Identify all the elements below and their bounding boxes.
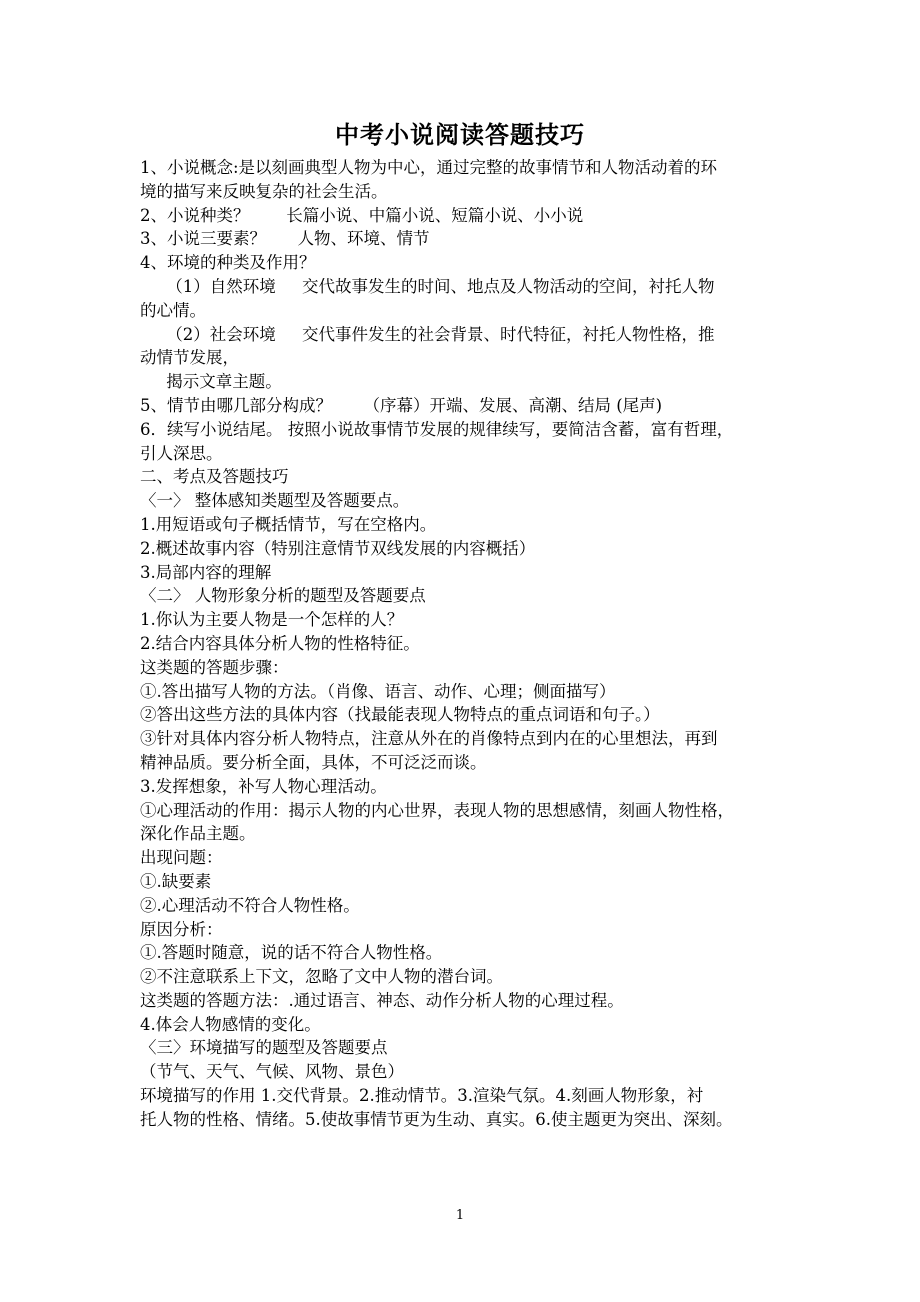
text-line: 深化作品主题。: [140, 824, 256, 844]
text-line: ①心理活动的作用：揭示人物的内心世界，表现人物的思想感情，刻画人物性格，: [140, 800, 734, 820]
subsection-heading: 〈三〉环境描写的题型及答题要点: [140, 1038, 388, 1058]
text-line: ②.心理活动不符合人物性格。: [140, 895, 360, 915]
text-line: （2）社会环境 交代事件发生的社会背景、时代特征，衬托人物性格，推: [140, 324, 715, 344]
text-line: 3、小说三要素？ 人物、环境、情节: [140, 229, 430, 249]
text-line: 2、小说种类？ 长篇小说、中篇小说、短篇小说、小小说: [140, 205, 584, 225]
text-line: 3.局部内容的理解: [140, 562, 272, 582]
text-line: 的心情。: [140, 300, 206, 320]
text-line: 2.概述故事内容（特别注意情节双线发展的内容概括）: [140, 538, 536, 558]
text-line: 动情节发展，: [140, 348, 239, 368]
text-line: ①.缺要素: [140, 871, 212, 891]
document-title: 中考小说阅读答题技巧: [335, 120, 585, 149]
subsection-heading: 〈一〉 整体感知类题型及答题要点。: [140, 491, 410, 511]
text-line: ①.答题时随意，说的话不符合人物性格。: [140, 943, 443, 963]
text-line: 揭示文章主题。: [140, 372, 282, 392]
page-number: 1: [455, 1208, 465, 1223]
text-line: 1、小说概念:是以刻画典型人物为中心，通过完整的故事情节和人物活动着的环: [140, 158, 718, 177]
text-line: ①.答出描写人物的方法。（肖像、语言、动作、心理；侧面描写）: [140, 681, 616, 701]
text-line: 4.体会人物感情的变化。: [140, 1014, 321, 1034]
document-body: [140, 156, 785, 1132]
text-line: 这类题的答题步骤：: [140, 657, 289, 677]
text-line: 原因分析：: [140, 919, 223, 939]
text-line: 6．续写小说结尾。 按照小说故事情节发展的规律续写，要简洁含蓄，富有哲理，: [140, 419, 734, 439]
section-heading: 二、考点及答题技巧: [140, 467, 289, 487]
subsection-heading: 〈二〉 人物形象分析的题型及答题要点: [140, 586, 426, 606]
text-line: （节气、天气、气候、风物、景色）: [140, 1062, 404, 1082]
text-line: 5、情节由哪几部分构成？ （序幕）开端、发展、高潮、结局 (尾声): [140, 395, 663, 415]
text-line: 2.结合内容具体分析人物的性格特征。: [140, 633, 420, 653]
text-line: 精神品质。要分析全面，具体，不可泛泛而谈。: [140, 752, 487, 772]
text-line: （1）自然环境 交代故事发生的时间、地点及人物活动的空间，衬托人物: [140, 276, 715, 296]
text-line: 托人物的性格、情绪。5.使故事情节更为生动、真实。6.使主题更为突出、深刻。: [140, 1109, 733, 1129]
text-line: 这类题的答题方法：.通过语言、神态、动作分析人物的心理过程。: [140, 990, 624, 1010]
text-line: 1.你认为主要人物是一个怎样的人？: [140, 610, 404, 630]
text-line: ③针对具体内容分析人物特点，注意从外在的肖像特点到内在的心里想法，再到: [140, 729, 718, 749]
text-line: ②不注意联系上下文，忽略了文中人物的潜台词。: [140, 967, 503, 987]
text-line: 1.用短语或句子概括情节，写在空格内。: [140, 514, 437, 534]
text-line: 出现问题：: [140, 848, 223, 868]
text-line: 境的描写来反映复杂的社会生活。: [140, 181, 388, 201]
text-line: 3.发挥想象，补写人物心理活动。: [140, 776, 387, 796]
text-line: ②答出这些方法的具体内容（找最能表现人物特点的重点词语和句子。）: [140, 705, 660, 725]
text-line: 4、环境的种类及作用？: [140, 253, 316, 273]
text-line: 环境描写的作用 1.交代背景。2.推动情节。3.渲染气氛。4.刻画人物形象，衬: [140, 1086, 704, 1106]
text-line: 引人深思。: [140, 443, 223, 463]
